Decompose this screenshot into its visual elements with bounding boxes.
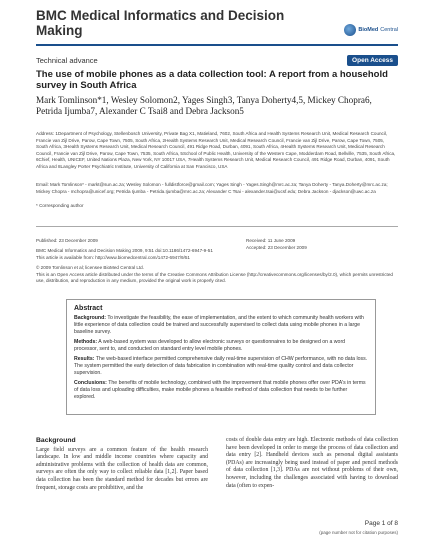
author-emails[interactable]: Email: Mark Tomlinson* - markt@sun.ac.za; Wesley Solomon - fulldistforce@gmail.com; Yages Singh - Yages.Singh@mrc.ac.za; Tanya Doherty - Tanya.Doherty@mrc.ac.za; Mickey Chopra - mchopra@unicef.org; Petrida Ijumba - Petrida.Ijumba@mrc.ac.za; Alexander C Tsai - alexander.tsai@ucsf.edu; Debra Jackson - djackson@uwc.ac.za bbox=[36, 182, 388, 194]
abstract-heading: Abstract bbox=[74, 305, 103, 312]
background-heading: Background bbox=[36, 437, 76, 444]
received-date: Received: 11 June 2009 bbox=[246, 238, 296, 243]
divider bbox=[36, 226, 398, 227]
body-text-right: costs of double data entry are high. Electronic methods of data collection have been developed in order to merge the process of data collection and data entry [2]. Handheld devices such as personal digital assistants (PDAs) are increasingly being used instead of paper and pencil methods of data collection [1,3]. PDAs are not without problems of their own, however, including the challenges associated with having to download data (often to expen- bbox=[226, 437, 398, 489]
abstract-methods-label: Methods: bbox=[74, 339, 98, 345]
corresponding-author-note: * Corresponding author bbox=[36, 203, 84, 208]
abstract-background-text: To investigate the feasibility, the ease of implementation, and the extent to which community health workers with little experience of data collection could be trained and successfully supervised to collect data using mobile phones in a large baseline survey. bbox=[74, 315, 364, 335]
journal-title: BMC Medical Informatics and Decision Making bbox=[36, 8, 285, 38]
copyright-block bbox=[36, 265, 396, 285]
abstract-methods bbox=[74, 339, 368, 353]
published-date: Published: 23 December 2009 bbox=[36, 238, 98, 243]
body-text-left: Large field surveys are a common feature of the health research landscape. In low and middle income countries where capacity and administrative problems with the collection of health data are common, surveys are often the only way to collect reliable data [1,2]. Paper based data collection has been the standard method for decades but errors are frequent, storage costs are prohibitive, and the bbox=[36, 446, 208, 491]
citation: BMC Medical Informatics and Decision Making 2009, 9:51 doi:10.1186/1472-6947-9-51 bbox=[36, 248, 213, 254]
header-rule bbox=[36, 44, 398, 46]
abstract-background-label: Background: bbox=[74, 315, 106, 321]
publication-info bbox=[36, 237, 236, 262]
logo-brand: BioMed bbox=[358, 27, 379, 33]
copyright-line: © 2009 Tomlinson et al; licensee BioMed Central Ltd. bbox=[36, 265, 144, 270]
abstract-conclusions-text: The benefits of mobile technology, combined with the improvement that mobile phones offer over PDA's in terms of data loss and uploading difficulties, make mobile phones a feasible method of data collection that needs to be further explored. bbox=[74, 380, 366, 400]
abstract-methods-text: A web-based system was developed to allow electronic surveys or questionnaires to be designed on a word processor, sent to, and conducted on standard entry level mobile phones. bbox=[74, 339, 346, 352]
abstract-results-label: Results: bbox=[74, 356, 95, 362]
accepted-date: Accepted: 23 December 2009 bbox=[246, 245, 307, 251]
logo-text: Central bbox=[380, 27, 398, 33]
biomed-central-logo[interactable] bbox=[344, 24, 398, 36]
abstract-conclusions-label: Conclusions: bbox=[74, 380, 107, 386]
abstract-conclusions bbox=[74, 380, 368, 401]
submission-dates bbox=[246, 237, 307, 251]
abstract-results-text: The web-based interface permitted comprehensive daily real-time supervision of CHW performance, with no data loss. The system permitted the early detection of data fabrication in combination with real-time quality control and data collector supervision. bbox=[74, 356, 368, 376]
abstract-background bbox=[74, 315, 368, 336]
body-column-right bbox=[226, 437, 398, 490]
author-list: Mark Tomlinson*1, Wesley Solomon2, Yages Singh3, Tanya Doherty4,5, Mickey Chopra6, Petrida Ijumba7, Alexander C Tsai8 and Debra Jackson5 bbox=[36, 95, 372, 116]
page-note: (page number not for citation purposes) bbox=[319, 530, 398, 535]
biomed-logo-icon bbox=[344, 24, 356, 36]
abstract-results bbox=[74, 356, 368, 377]
article-url[interactable]: This article is available from: http://www.biomedcentral.com/1472-6947/9/51 bbox=[36, 255, 190, 261]
abstract-box bbox=[66, 299, 376, 415]
license-text: This is an Open Access article distributed under the terms of the Creative Commons Attribution License (http://creativecommons.org/licenses/by/2.0), which permits unrestricted use, distribution, and reproduction in any medium, provided the original work is properly cited. bbox=[36, 271, 393, 284]
affiliations: Address: 1Department of Psychology, Stellenbosch University, Private Bag X1, Matieland, 7602, South Africa and Health Systems Research Unit, Medical Research Council, Francie van Zijl Drive, Parow, Cape Town, 7505, South Africa, 2Health Systems Research Unit, Medical Research Council, Francie van Zijl Drive, Parow, Cape Town, 7505, South Africa, 3Health Systems Research Unit, Medical Research Council, 491 Ridge Road, Durban, 4091, South Africa, 4Health Systems Research Unit, Medical Research Council, Francie van Zijl Drive, Parow, Cape Town, 7535, South Africa, 5School of Public Health, University of the Western Cape, Modderdam Road, Bellville, 7535, South Africa, 6Chief, Health, UNICEF, United Nations Plaza, New York, NY 10017 USA, 7Health Systems Research Unit, Medical Research Council, 491 Ridge Road, Durban, 4091, South Africa and 8Langley Porter Psychiatric Institute, University of California at San Francisco, USA bbox=[36, 131, 396, 169]
page-number: Page 1 of 8 bbox=[364, 520, 398, 527]
article-title: The use of mobile phones as a data collection tool: A report from a household survey in South Africa bbox=[36, 69, 388, 91]
open-access-badge: Open Access bbox=[347, 55, 398, 66]
section-label: Technical advance bbox=[36, 56, 98, 65]
body-column-left bbox=[36, 437, 208, 492]
